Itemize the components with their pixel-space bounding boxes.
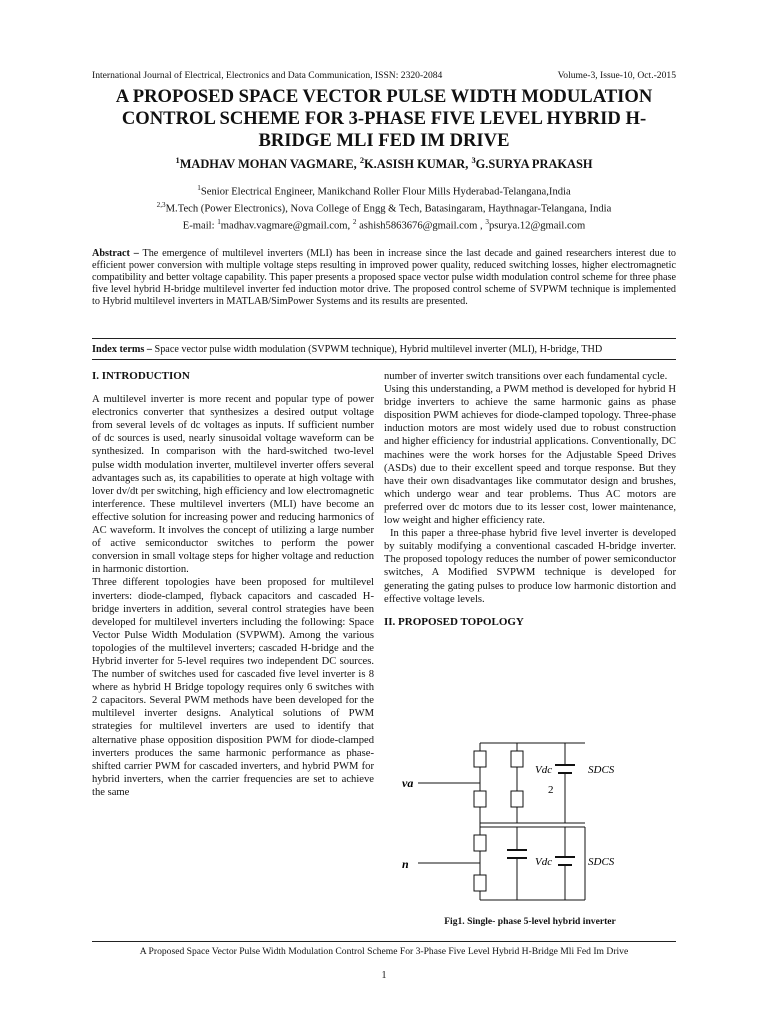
title-line: CONTROL SCHEME FOR 3-PHASE FIVE LEVEL HYBRID H- [121, 108, 647, 129]
circuit-figure [400, 735, 650, 910]
index-terms-text: Space vector pulse width modulation (SVPWM technique), Hybrid multilevel inverter (MLI), H-bridge, THD [152, 344, 603, 355]
affil-sup: 1 [197, 184, 201, 192]
author-list [92, 155, 676, 172]
author-name: G.SURYA PRAKASH [475, 157, 593, 172]
affil-sup: 2,3 [156, 201, 166, 210]
email-prefix: E-mail: [182, 220, 218, 232]
author-sup: 3 [471, 155, 476, 165]
author-name: K.ASISH KUMAR, [364, 157, 472, 172]
title-line: BRIDGE MLI FED IM DRIVE [258, 130, 510, 151]
index-terms [92, 344, 676, 356]
volume-info: Volume-3, Issue-10, Oct.-2015 [557, 70, 676, 81]
email-sup: 2 [352, 218, 357, 227]
affil-text: M.Tech (Power Electronics), Nova College of Engg & Tech, Batasingaram, Haythnagar-Telangana, India [165, 203, 612, 215]
abstract-label: Abstract – [92, 248, 139, 259]
right-column [384, 370, 676, 629]
author-sup: 2 [359, 155, 365, 165]
author-sup: 1 [175, 155, 180, 165]
paper-title [92, 86, 676, 152]
section-heading-topology: II. PROPOSED TOPOLOGY [384, 615, 524, 628]
abstract-text: The emergence of multilevel inverters (MLI) has been in increase since the last decade and gained researchers interest due to efficient power conversion with multiple voltage steps resulting in improved power quality, reduced switching losses, higher electromagnetic compatibility and better voltage capability. This paper presents a proposed space vector pulse width modulation control scheme for three phase five level hybrid H-bridge multilevel inverter fed induction motor drive. The proposed control scheme of SVPWM technique is implemented to Hybrid multilevel inverters in MATLAB/SimPower Systems and its results are presented. [92, 248, 676, 307]
author-name: MADHAV MOHAN VAGMARE, [179, 157, 360, 172]
email-address[interactable]: ashish5863676@gmail.com , [356, 220, 486, 232]
journal-name: International Journal of Electrical, Electronics and Data Communication, ISSN: 2320-2084 [92, 70, 443, 81]
email-address[interactable]: psurya.12@gmail.com [488, 220, 586, 232]
hybrid-inverter-diagram [400, 735, 650, 910]
divider-top [92, 338, 676, 339]
running-footer: A Proposed Space Vector Pulse Width Modulation Control Scheme For 3-Phase Five Level Hybrid H-Bridge Mli Fed Im Drive [139, 946, 629, 957]
email-sup: 1 [217, 218, 221, 227]
paragraph: number of inverter switch transitions over each fundamental cycle. [384, 371, 668, 382]
vdc-label: Vdc [535, 764, 553, 776]
page-number: 1 [381, 970, 387, 981]
abstract [92, 248, 676, 308]
email-line [92, 216, 676, 233]
index-terms-label: Index terms – [92, 344, 152, 355]
paragraph: In this paper a three-phase hybrid five level inverter is developed by suitably modifying a conventional cascaded H-bridge inverter. The proposed topology reduces the number of power semiconductor switches, A Modified SVPWM technique is developed for generating the gating pulses to produce low harmonic distortion and effective voltage levels. [384, 528, 676, 605]
vdc-label: Vdc [535, 856, 553, 868]
affil-text: Senior Electrical Engineer, Manikchand Roller Flour Mills Hyderabad-Telangana,India [200, 186, 571, 198]
affiliations [92, 182, 676, 233]
paragraph: A multilevel inverter is more recent and popular type of power electronics converter that synthesizes a desired output voltage from several levels of dc voltages as inputs. If sufficient number of dc sources is used, nearly sinusoidal voltage waveform can be synthesized. In comparison with the hard-switched two-level pulse width modulation inverter, multilevel inverter offers several advantages such as, its capabilities to operate at high voltage with lover dv/dt per switching, high efficiency and low electromagnetic interference. These multilevel inverters (MLI) have become an effective solution for increasing power and reducing harmonics of AC waveform. It involves the concept of utilizing a large number of active semiconductor switches to perform the power conversion in small voltage steps for higher voltage and reduction in harmonic distortion. [92, 394, 374, 576]
divider-bottom [92, 359, 676, 360]
email-address[interactable]: madhav.vagmare@gmail.com, [220, 220, 353, 232]
left-column [92, 370, 374, 799]
email-sup: 3 [485, 218, 489, 227]
section-heading-introduction: I. INTRODUCTION [92, 370, 190, 382]
paragraph: Using this understanding, a PWM method is developed for hybrid H bridge inverters to achieve the same harmonic gains as phase disposition PWM achieves for diode-clamped topology. Three-phase induction motors are most widely used due to robust construction and higher efficiency for industrial applications. Conventionally, DC machines were the work horses for the Adjustable Speed Drives (ASDs) due to their excellent speed and torque response. But they have their own disadvantages like commutator design and brushes, which undergo wear and tear problems. Thus AC motors are preferred over dc motors due to its lesser cost, lower maintenance, low weight and higher efficiency rate. [384, 384, 676, 527]
paragraph: Three different topologies have been proposed for multilevel inverters: diode-clamped, flyback capacitors and cascaded H-bridge inverters in addition, several control strategies have been developed for multilevel inverters including the following: Space Vector Pulse Width Modulation (SVPWM). Among the various topologies of the multilevel inverters; cascaded H-bridge and the Hybrid inverter for 5-level requires two independent DC sources. The number of switches used for cascaded five level inverter is 8 where as hybrid H Bridge topology requires only 6 switches with 2 capacitors. Several PWM methods have been developed for the multilevel inverter designs. Analytical solutions of PWM strategies for multilevel inverters are used to identify that alternative phase opposition disposition PWM for diode-clamped inverters produces the same harmonic performance as phase-shifted carrier PWM for cascaded inverters, and hybrid PWM for hybrid inverters, when the carrier frequencies are set to achieve the same [92, 577, 374, 798]
va-label: va [402, 776, 414, 790]
running-header [92, 70, 676, 84]
figure-caption: Fig1. Single- phase 5-level hybrid inverter [444, 916, 616, 927]
sdcs-label: SDCS [588, 856, 615, 868]
sdcs-label: SDCS [588, 764, 615, 776]
n-label: n [402, 857, 409, 871]
affiliation-line [92, 182, 676, 199]
half-label: 2 [548, 784, 554, 796]
title-line: A PROPOSED SPACE VECTOR PULSE WIDTH MODULATION [115, 86, 653, 107]
footer-divider [92, 941, 676, 942]
affiliation-line [92, 199, 676, 216]
